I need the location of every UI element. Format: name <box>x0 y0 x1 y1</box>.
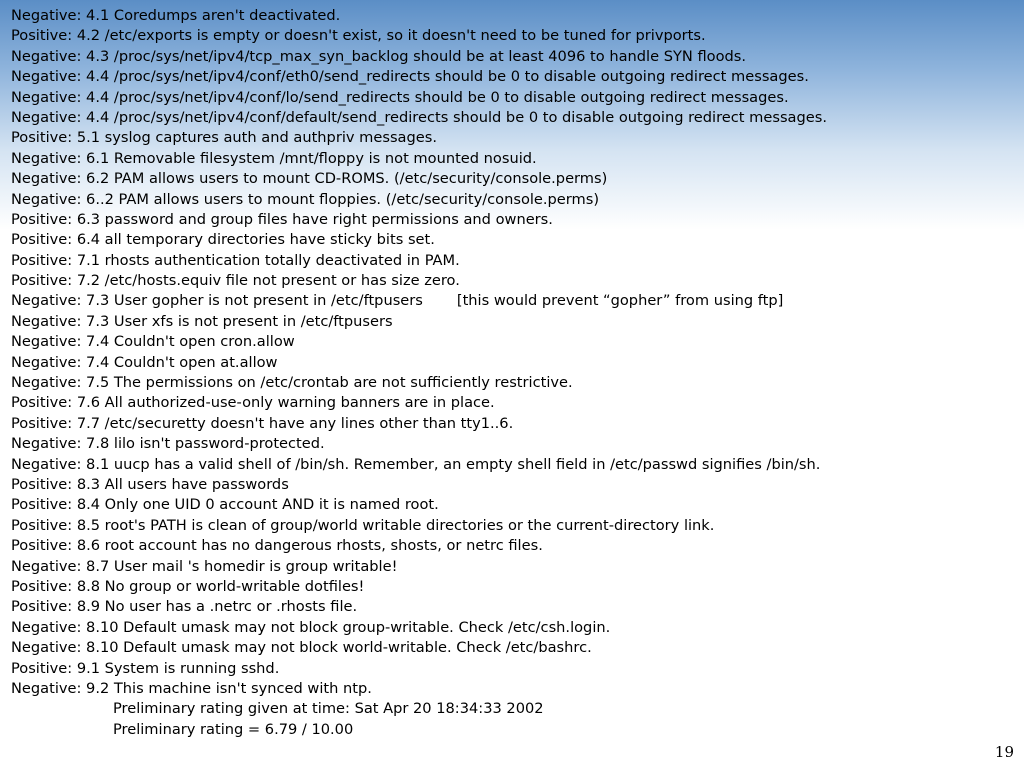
report-line-text: Negative: 7.3 User gopher is not present in /etc/ftpusers <box>11 292 423 310</box>
report-line: Negative: 7.5 The permissions on /etc/crontab are not sufficiently restrictive. <box>11 374 573 392</box>
report-line: Negative: 4.4 /proc/sys/net/ipv4/conf/lo/send_redirects should be 0 to disable outgoing redirect messages. <box>11 88 789 106</box>
report-line: Negative: 8.10 Default umask may not block group-writable. Check /etc/csh.login. <box>11 618 611 636</box>
gopher-note: [this would prevent “gopher” from using ftp] <box>456 292 784 310</box>
report-line: Positive: 7.2 /etc/hosts.equiv file not present or has size zero. <box>11 272 460 290</box>
report-line: Negative: 7.8 lilo isn't password-protected. <box>11 435 325 453</box>
report-line: Negative: 8.7 User mail 's homedir is group writable! <box>11 557 398 575</box>
report-line: Positive: 9.1 System is running sshd. <box>11 659 280 677</box>
report-line: Positive: 5.1 syslog captures auth and authpriv messages. <box>11 129 437 147</box>
report-line: Negative: 6..2 PAM allows users to mount floppies. (/etc/security/console.perms) <box>11 190 600 208</box>
report-line: Positive: 8.5 root's PATH is clean of group/world writable directories or the current-directory link. <box>11 516 715 534</box>
report-line: Negative: 9.2 This machine isn't synced with ntp. <box>11 679 372 697</box>
report-line: Positive: 7.1 rhosts authentication totally deactivated in PAM. <box>11 251 460 269</box>
rating-time: Preliminary rating given at time: Sat Apr 20 18:34:33 2002 <box>113 700 544 718</box>
report-line: Positive: 4.2 /etc/exports is empty or doesn't exist, so it doesn't need to be tuned for privports. <box>11 27 706 45</box>
report-line: Negative: 8.1 uucp has a valid shell of /bin/sh. Remember, an empty shell field in /etc/passwd signifies /bin/sh. <box>11 455 821 473</box>
report-line: Positive: 7.7 /etc/securetty doesn't have any lines other than tty1..6. <box>11 414 514 432</box>
report-line: Negative: 7.3 User xfs is not present in /etc/ftpusers <box>11 312 393 330</box>
report-line: Negative: 6.2 PAM allows users to mount CD-ROMS. (/etc/security/console.perms) <box>11 170 608 188</box>
report-line: Negative: 7.4 Couldn't open cron.allow <box>11 333 295 351</box>
report-line: Positive: 8.8 No group or world-writable dotfiles! <box>11 577 365 595</box>
report-line: Negative: 4.4 /proc/sys/net/ipv4/conf/eth0/send_redirects should be 0 to disable outgoing redirect messages. <box>11 68 809 86</box>
report-line: Negative: 4.3 /proc/sys/net/ipv4/tcp_max_syn_backlog should be at least 4096 to handle SYN floods. <box>11 47 747 65</box>
report-line: Positive: 6.3 password and group files have right permissions and owners. <box>11 210 553 228</box>
report-line: Negative: 4.1 Coredumps aren't deactivated. <box>11 7 341 24</box>
report-line: Positive: 7.6 All authorized-use-only warning banners are in place. <box>11 394 495 412</box>
report-line: Negative: 7.4 Couldn't open at.allow <box>11 353 278 371</box>
report-line: Negative: 6.1 Removable filesystem /mnt/floppy is not mounted nosuid. <box>11 149 537 167</box>
report-line: Negative: 4.4 /proc/sys/net/ipv4/conf/default/send_redirects should be 0 to disable outgoing redirect messages. <box>11 108 827 126</box>
report-line: Negative: 8.10 Default umask may not block world-writable. Check /etc/bashrc. <box>11 639 592 657</box>
security-report <box>11 6 1016 740</box>
report-line: Positive: 8.9 No user has a .netrc or .rhosts file. <box>11 598 358 616</box>
report-line: Positive: 8.3 All users have passwords <box>11 475 289 493</box>
page-number: 19 <box>994 743 1014 761</box>
rating-value: Preliminary rating = 6.79 / 10.00 <box>113 720 354 738</box>
report-line-gopher <box>11 291 1016 311</box>
report-line: Positive: 6.4 all temporary directories have sticky bits set. <box>11 231 435 249</box>
report-line: Positive: 8.6 root account has no dangerous rhosts, shosts, or netrc files. <box>11 537 543 555</box>
report-line: Positive: 8.4 Only one UID 0 account AND it is named root. <box>11 496 439 514</box>
